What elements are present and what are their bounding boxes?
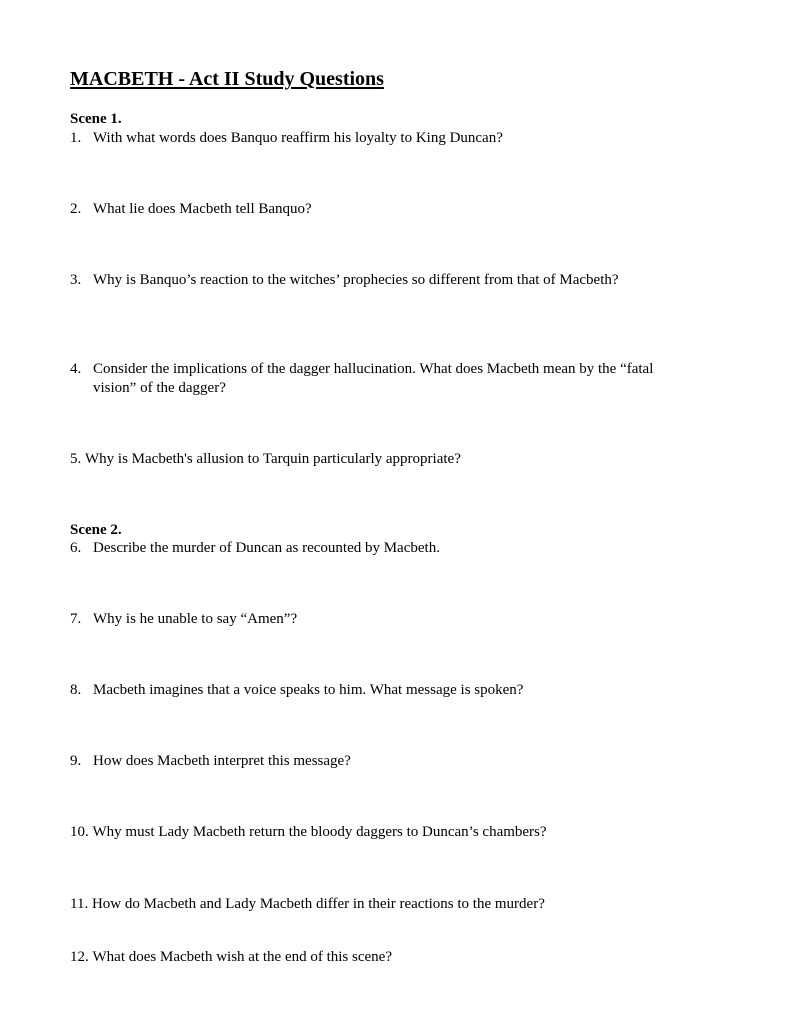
question-text: With what words does Banquo reaffirm his loyalty to King Duncan? [93, 130, 503, 146]
question-number: 11. [70, 896, 92, 912]
question-3 [70, 271, 690, 290]
question-text: Why is he unable to say “Amen”? [93, 611, 298, 627]
question-11 [70, 895, 690, 914]
question-text: Why is Macbeth's allusion to Tarquin particularly appropriate? [85, 451, 461, 467]
question-number: 9. [70, 753, 82, 769]
question-6 [70, 539, 690, 558]
question-text: Describe the murder of Duncan as recounted by Macbeth. [93, 540, 440, 556]
question-text: Macbeth imagines that a voice speaks to him. What message is spoken? [93, 682, 524, 698]
question-number: 7. [70, 611, 82, 627]
question-number: 3. [70, 272, 82, 288]
question-8 [70, 681, 690, 700]
question-number: 12. [70, 949, 93, 965]
question-text: Why is Banquo’s reaction to the witches’ prophecies so different from that of Macbeth? [93, 272, 619, 288]
question-number: 4. [70, 361, 82, 377]
question-5 [70, 450, 690, 469]
question-7 [70, 610, 690, 629]
scene-2-heading: Scene 2. [70, 522, 122, 538]
question-4 [70, 360, 685, 398]
question-number: 8. [70, 682, 82, 698]
question-text: What lie does Macbeth tell Banquo? [93, 201, 312, 217]
question-12 [70, 948, 690, 967]
document-title: MACBETH - Act II Study Questions [70, 68, 384, 90]
question-10 [70, 823, 690, 842]
scene-1-heading: Scene 1. [70, 111, 122, 127]
question-text: How do Macbeth and Lady Macbeth differ in their reactions to the murder? [91, 896, 545, 912]
question-2 [70, 200, 690, 219]
question-text: How does Macbeth interpret this message? [93, 753, 351, 769]
question-number: 6. [70, 540, 82, 556]
question-number: 2. [70, 201, 82, 217]
question-1 [70, 129, 690, 148]
question-number: 5. [70, 451, 85, 467]
question-text: What does Macbeth wish at the end of this scene? [92, 949, 392, 965]
question-text: Why must Lady Macbeth return the bloody daggers to Duncan’s chambers? [92, 824, 547, 840]
question-number: 1. [70, 130, 82, 146]
question-number: 10. [70, 824, 93, 840]
question-text: Consider the implications of the dagger hallucination. What does Macbeth mean by the “fatal vision” of the dagger? [93, 361, 654, 396]
question-9 [70, 752, 690, 771]
